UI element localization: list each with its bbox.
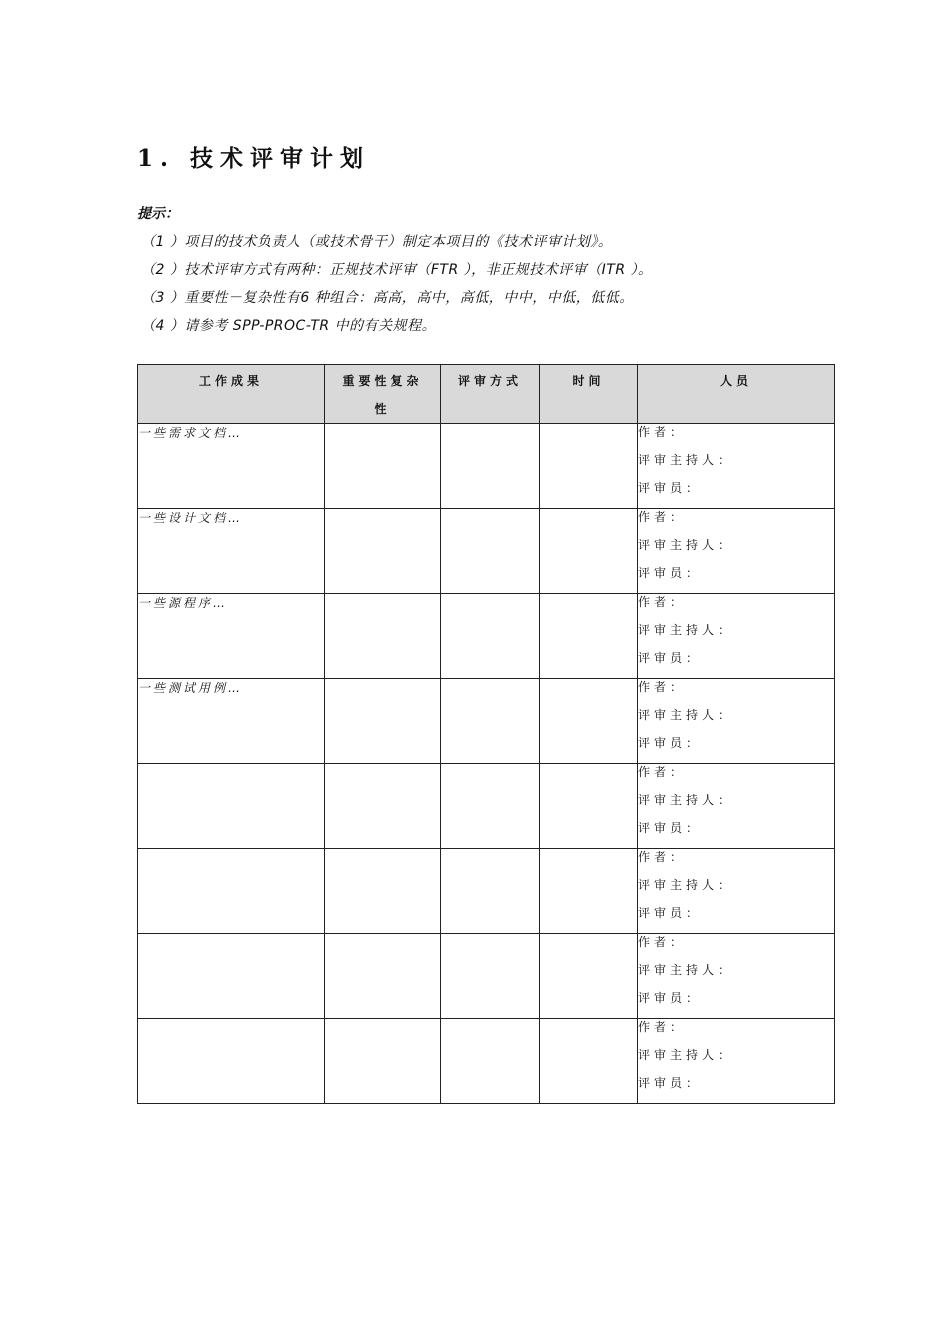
review-method-cell[interactable] [441,1019,540,1104]
hint-line-2: （2 ）技术评审方式有两种：正规技术评审（FTR ），非正规技术评审（ITR ）。 [141,262,653,278]
table-row [138,594,835,679]
work-product-text: 一些设计文档… [138,511,244,525]
work-product-cell[interactable] [138,424,325,509]
moderator-label: 评审主持人： [638,623,735,637]
work-product-cell[interactable] [138,679,325,764]
header-personnel: 人员 [638,365,835,424]
work-product-cell[interactable] [138,509,325,594]
author-label: 作者： [638,595,687,609]
personnel-cell[interactable] [638,1019,835,1104]
reviewer-label: 评审员： [638,736,703,750]
work-product-text: 一些源程序… [138,596,229,610]
personnel-cell[interactable] [638,594,835,679]
time-cell[interactable] [540,679,638,764]
time-cell[interactable] [540,594,638,679]
header-time: 时间 [540,365,638,424]
table-row [138,424,835,509]
time-cell[interactable] [540,424,638,509]
time-cell[interactable] [540,509,638,594]
importance-cell[interactable] [325,849,441,934]
work-product-cell[interactable] [138,1019,325,1104]
work-product-cell[interactable] [138,934,325,1019]
hint-line-3: （3 ）重要性－复杂性有6 种组合：高高，高中，高低，中中，中低，低低。 [141,290,634,306]
review-method-cell[interactable] [441,509,540,594]
review-method-cell[interactable] [441,679,540,764]
review-method-cell[interactable] [441,934,540,1019]
importance-cell[interactable] [325,509,441,594]
header-importance-text: 重要性复杂性 [342,374,423,416]
table-row [138,679,835,764]
table-row [138,764,835,849]
reviewer-label: 评审员： [638,651,703,665]
header-importance-complexity [325,365,441,424]
author-label: 作者： [638,850,687,864]
author-label: 作者： [638,425,687,439]
work-product-cell[interactable] [138,849,325,934]
work-product-text: 一些测试用例… [138,681,244,695]
time-cell[interactable] [540,849,638,934]
moderator-label: 评审主持人： [638,453,735,467]
time-cell[interactable] [540,934,638,1019]
table-row [138,1019,835,1104]
reviewer-label: 评审员： [638,991,703,1005]
reviewer-label: 评审员： [638,566,703,580]
section-heading: 1. 技术评审计划 [137,145,371,172]
reviewer-label: 评审员： [638,906,703,920]
hint-line-4: （4 ）请参考 SPP-PROC-TR 中的有关规程。 [141,318,437,334]
header-review-method: 评审方式 [441,365,540,424]
moderator-label: 评审主持人： [638,793,735,807]
header-work-product: 工作成果 [138,365,325,424]
personnel-cell[interactable] [638,509,835,594]
work-product-text: 一些需求文档… [138,426,244,440]
hint-title: 提示： [137,206,179,222]
hint-line-1: （1 ）项目的技术负责人（或技术骨干）制定本项目的《技术评审计划》。 [141,234,613,250]
author-label: 作者： [638,510,687,524]
personnel-cell[interactable] [638,934,835,1019]
author-label: 作者： [638,935,687,949]
author-label: 作者： [638,1020,687,1034]
importance-cell[interactable] [325,934,441,1019]
importance-cell[interactable] [325,679,441,764]
table-row [138,849,835,934]
review-method-cell[interactable] [441,594,540,679]
personnel-cell[interactable] [638,764,835,849]
work-product-cell[interactable] [138,594,325,679]
importance-cell[interactable] [325,764,441,849]
reviewer-label: 评审员： [638,481,703,495]
author-label: 作者： [638,680,687,694]
review-plan-table [137,364,835,1104]
table-header-row [138,365,835,424]
importance-cell[interactable] [325,594,441,679]
time-cell[interactable] [540,764,638,849]
moderator-label: 评审主持人： [638,1048,735,1062]
review-method-cell[interactable] [441,849,540,934]
personnel-cell[interactable] [638,679,835,764]
moderator-label: 评审主持人： [638,708,735,722]
time-cell[interactable] [540,1019,638,1104]
reviewer-label: 评审员： [638,1076,703,1090]
importance-cell[interactable] [325,424,441,509]
personnel-cell[interactable] [638,849,835,934]
table-body [138,424,835,1104]
moderator-label: 评审主持人： [638,538,735,552]
table-row [138,934,835,1019]
personnel-cell[interactable] [638,424,835,509]
reviewer-label: 评审员： [638,821,703,835]
table-row [138,509,835,594]
importance-cell[interactable] [325,1019,441,1104]
author-label: 作者： [638,765,687,779]
moderator-label: 评审主持人： [638,878,735,892]
review-method-cell[interactable] [441,424,540,509]
moderator-label: 评审主持人： [638,963,735,977]
review-method-cell[interactable] [441,764,540,849]
work-product-cell[interactable] [138,764,325,849]
